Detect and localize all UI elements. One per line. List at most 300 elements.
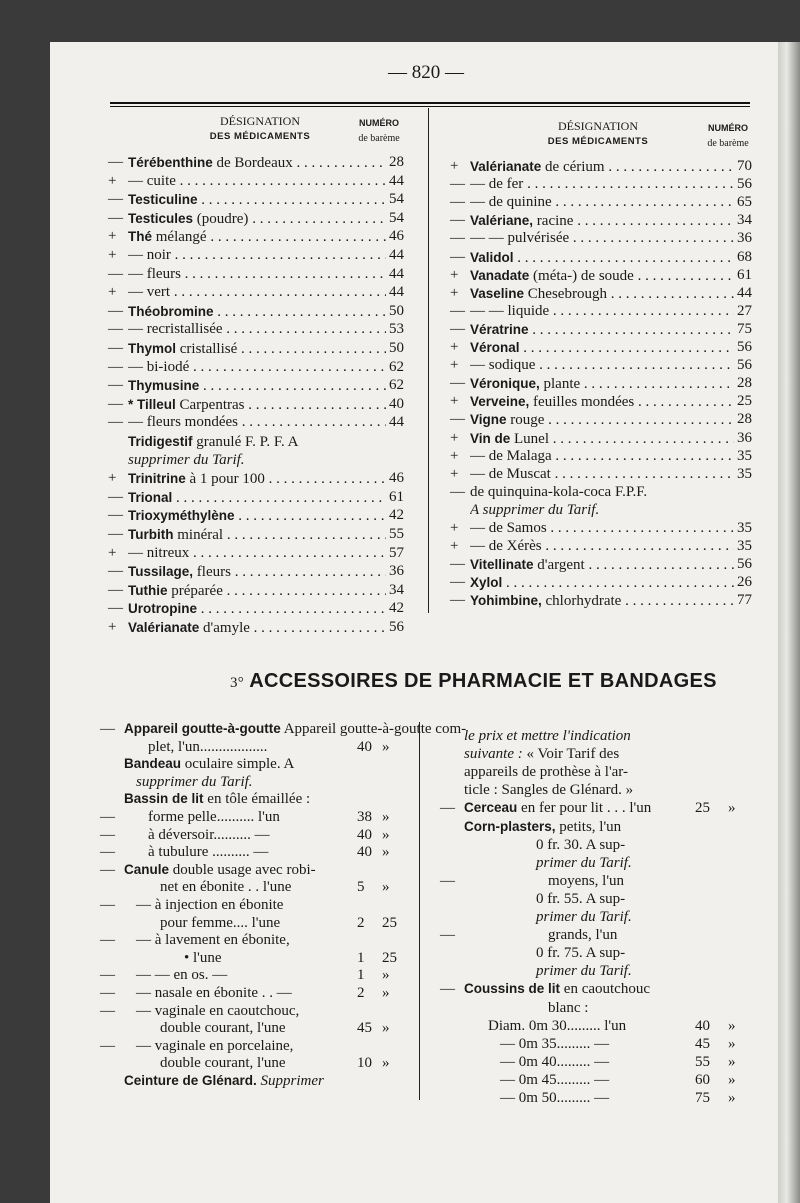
entry-name: Térébenthine	[128, 155, 213, 170]
price-francs: 40	[357, 844, 372, 861]
entry-bareme-number: 35	[734, 465, 752, 484]
entry-marker: +	[108, 544, 117, 561]
medication-entry	[450, 284, 752, 303]
entry-marker: —	[450, 302, 465, 319]
line-text	[160, 1054, 286, 1072]
entry-detail: — cuite	[128, 172, 176, 189]
entry-designation	[128, 246, 404, 265]
entry-detail: — recristallisée	[128, 321, 223, 338]
line-marker: —	[100, 985, 115, 1001]
entry-marker: —	[108, 265, 123, 282]
price-centimes: »	[728, 1035, 736, 1052]
item-text: pour femme.... l'une	[160, 914, 281, 931]
entry-marker: —	[108, 581, 123, 598]
entry-designation	[128, 581, 404, 601]
item-text: 0 fr. 55. A sup-	[536, 890, 626, 907]
header-des-medicaments: DES MÉDICAMENTS	[209, 131, 311, 142]
header-designation: DÉSIGNATION	[220, 114, 300, 128]
entry-name: Thé	[128, 229, 153, 245]
medication-entry	[108, 618, 404, 637]
price-francs: 45	[695, 1035, 710, 1052]
entry-marker: +	[108, 619, 117, 635]
entry-bareme-number: 75	[734, 320, 752, 339]
entry-bareme-number: 62	[386, 376, 404, 395]
entry-detail: mélangé	[152, 229, 207, 246]
item-text: — 0m 50......... —	[500, 1090, 610, 1106]
medication-entry	[108, 190, 404, 209]
entry-designation	[470, 447, 752, 466]
entry-marker: +	[450, 266, 459, 283]
price-francs: 40	[695, 1017, 710, 1034]
page-number: — 820 —	[388, 62, 464, 83]
entry-designation	[470, 573, 752, 593]
entry-designation	[128, 525, 404, 545]
entry-detail: supprimer du Tarif.	[128, 451, 245, 468]
entry-name: Thymusine	[128, 378, 200, 394]
entry-detail: préparée	[167, 582, 223, 599]
entry-bareme-number: 35	[734, 519, 752, 538]
item-name: Corn-plasters,	[464, 818, 556, 834]
item-text: oculaire simple. A	[184, 756, 295, 773]
price-francs: 38	[357, 809, 372, 825]
price-centimes: »	[382, 844, 390, 861]
line-text	[124, 755, 294, 773]
item-text: en fer pour lit . . . l'un	[521, 800, 652, 817]
entry-marker: —	[108, 395, 123, 412]
item-name: Bassin de lit	[124, 791, 204, 807]
medication-entry	[108, 339, 404, 358]
entry-detail: — — pulvérisée	[470, 230, 570, 247]
medication-entry	[450, 302, 752, 321]
entry-detail: — de Xérès	[470, 538, 542, 555]
entry-detail: — de fer	[470, 176, 524, 193]
entry-detail: — noir	[128, 247, 171, 263]
entry-name: Testiculine	[128, 192, 198, 208]
item-text: primer du Tarif.	[536, 909, 632, 925]
line-text	[160, 914, 280, 932]
entry-detail: — nitreux	[128, 544, 190, 561]
section-title-text: ACCESSOIRES DE PHARMACIE ET BANDAGES	[249, 670, 717, 692]
section-title	[230, 670, 717, 693]
medication-entry	[108, 599, 404, 618]
entry-bareme-number: 35	[734, 537, 752, 556]
entry-marker: +	[108, 470, 117, 487]
entry-bareme-number: 44	[386, 283, 404, 302]
entry-designation	[470, 410, 752, 430]
price-centimes: »	[382, 1055, 390, 1072]
price-francs: 10	[357, 1055, 372, 1072]
entry-marker: +	[450, 447, 459, 464]
price-centimes: »	[382, 985, 390, 1001]
medication-entry	[108, 265, 404, 284]
entry-name: * Tilleul	[128, 396, 176, 412]
entry-name: Tridigestif	[128, 434, 193, 449]
entry-name: Véronique,	[470, 376, 540, 392]
medication-entry	[450, 429, 752, 448]
entry-designation	[470, 392, 752, 412]
price-francs: 1	[357, 949, 365, 966]
item-text: petits, l'un	[559, 818, 622, 835]
entry-name: Vanadate	[470, 267, 530, 283]
item-text: — 0m 35......... —	[500, 1035, 610, 1052]
item-text: double courant, l'une	[160, 1020, 286, 1037]
entry-name: Thymol	[128, 341, 177, 356]
entry-detail: Carpentras	[175, 396, 245, 413]
entry-bareme-number: 54	[386, 190, 404, 209]
entry-designation	[470, 483, 752, 502]
entry-detail: d'amyle	[199, 620, 250, 636]
entry-bareme-number: 56	[734, 338, 752, 357]
entry-bareme-number: 70	[734, 157, 752, 176]
entry-marker: +	[450, 357, 459, 374]
entry-bareme-number: 26	[734, 573, 752, 592]
medication-entry	[450, 465, 752, 484]
line-text	[464, 818, 621, 836]
line-marker: —	[100, 861, 115, 878]
entry-detail: A supprimer du Tarif.	[470, 501, 600, 518]
line-text	[488, 1017, 626, 1035]
entry-marker: —	[450, 248, 465, 265]
entry-bareme-number: 35	[734, 447, 752, 466]
entry-designation	[128, 469, 404, 489]
line-text	[536, 962, 632, 980]
medication-entry	[450, 410, 752, 429]
line-text	[124, 790, 310, 808]
column-divider-top	[428, 108, 429, 613]
entry-marker: —	[450, 212, 465, 229]
line-text	[500, 1035, 609, 1053]
entry-designation	[470, 429, 752, 449]
medication-entry	[450, 392, 752, 411]
entry-name: Trinitrine	[128, 471, 186, 487]
medication-entry	[108, 413, 404, 432]
item-text: — nasale en ébonite . . —	[136, 985, 292, 1001]
entry-marker: +	[450, 520, 459, 536]
price-francs: 60	[695, 1071, 710, 1088]
item-text: Diam. 0m 30......... l'un	[488, 1017, 627, 1034]
entry-marker: +	[450, 538, 459, 555]
entry-detail: (méta-) de soude	[529, 267, 634, 284]
line-text	[536, 944, 625, 962]
medication-entry	[450, 211, 752, 230]
price-francs: 1	[357, 967, 365, 984]
item-text: plet, l'un..................	[148, 738, 268, 755]
entry-name: Xylol	[470, 575, 503, 591]
line-text	[136, 984, 292, 1002]
entry-designation	[470, 465, 752, 484]
line-text	[148, 808, 280, 826]
line-text	[500, 1053, 609, 1071]
price-francs: 40	[357, 738, 372, 755]
entry-designation	[470, 266, 752, 286]
medication-entry	[450, 356, 752, 375]
entry-bareme-number: 42	[386, 506, 404, 525]
line-marker: —	[440, 800, 455, 817]
entry-detail: granulé F. P. F. A	[192, 434, 299, 450]
entry-bareme-number: 62	[386, 358, 404, 377]
line-text	[536, 890, 625, 908]
item-text: le prix et mettre l'indication	[464, 728, 631, 744]
medication-entry	[108, 358, 404, 377]
line-marker: —	[100, 721, 115, 737]
item-text: ticle : Sangles de Glénard. »	[464, 782, 634, 799]
medication-entry	[450, 519, 752, 538]
medication-entry	[450, 193, 752, 212]
entry-designation	[128, 358, 404, 377]
line-marker: —	[100, 1002, 115, 1019]
entry-marker: —	[450, 230, 465, 247]
entry-bareme-number: 34	[734, 211, 752, 230]
entry-detail: — de Malaga	[470, 447, 552, 464]
entry-designation	[128, 599, 404, 619]
item-text: primer du Tarif.	[536, 854, 632, 871]
section-ordinal: 3°	[230, 675, 245, 691]
entry-bareme-number: 36	[386, 562, 404, 581]
column-divider-bottom	[419, 722, 420, 1100]
entry-name: Yohimbine,	[470, 593, 542, 609]
entry-name: Vaseline	[470, 285, 525, 301]
entry-marker: +	[450, 465, 459, 482]
entry-bareme-number: 36	[734, 229, 752, 248]
medication-entry	[108, 246, 404, 265]
line-text	[136, 931, 290, 949]
item-name: Appareil goutte-à-goutte	[124, 721, 281, 736]
entry-bareme-number: 68	[734, 248, 752, 267]
entry-designation	[470, 374, 752, 394]
line-text	[124, 720, 466, 738]
medication-entry	[108, 227, 404, 246]
entry-marker: —	[450, 320, 465, 337]
entry-detail: — sodique	[470, 357, 536, 374]
entry-marker: —	[108, 358, 123, 375]
item-text-rest: « Voir Tarif des	[522, 746, 620, 763]
medication-entry	[108, 153, 404, 172]
item-text: 0 fr. 30. A sup-	[536, 836, 626, 853]
entry-detail: minéral	[173, 527, 224, 543]
top-rule	[110, 102, 750, 104]
price-centimes: »	[728, 1017, 736, 1034]
item-text: • l'une	[184, 949, 222, 966]
medication-entry	[450, 248, 752, 267]
entry-name: Vin de	[470, 430, 511, 446]
medication-entry	[108, 395, 404, 414]
entry-designation	[470, 302, 752, 321]
entry-marker: +	[108, 284, 117, 301]
item-text: moyens, l'un	[548, 872, 625, 889]
entry-name: Trional	[128, 489, 173, 505]
entry-bareme-number: 44	[386, 265, 404, 284]
entry-designation	[128, 544, 404, 563]
line-text	[464, 727, 631, 745]
medication-entry	[450, 175, 752, 194]
item-text: 0 fr. 75. A sup-	[536, 945, 626, 962]
entry-marker: —	[108, 563, 123, 580]
entry-name: Tussilage,	[128, 564, 194, 580]
entry-designation	[470, 519, 752, 538]
entry-name: Tuthie	[128, 582, 168, 598]
entry-designation	[470, 284, 752, 304]
entry-detail: — de quinine	[470, 194, 552, 211]
line-text	[148, 843, 268, 861]
entry-designation	[470, 320, 752, 340]
entry-name: Valérianate	[470, 159, 542, 174]
entry-bareme-number: 44	[386, 172, 404, 191]
price-centimes: »	[728, 1071, 736, 1088]
entry-detail: chlorhydrate	[541, 593, 622, 610]
entry-marker: +	[450, 284, 459, 301]
entry-detail: à 1 pour 100	[185, 471, 265, 488]
medication-entry	[450, 537, 752, 556]
header-numero: NUMÉRO	[708, 123, 748, 133]
left-header-numero	[354, 116, 404, 146]
line-text	[124, 1072, 324, 1090]
medication-entry	[450, 501, 752, 520]
item-text: Appareil goutte-à-goutte com-	[283, 721, 467, 737]
line-text	[536, 836, 625, 854]
price-centimes: »	[382, 809, 390, 825]
item-text: blanc :	[548, 999, 589, 1016]
entry-bareme-number: 28	[734, 410, 752, 429]
price-francs: 5	[357, 879, 365, 896]
entry-detail: — fleurs	[128, 265, 181, 282]
line-text	[548, 999, 588, 1017]
entry-bareme-number: 57	[386, 544, 404, 563]
item-text: net en ébonite . . l'une	[160, 879, 292, 896]
entry-detail: plante	[539, 376, 581, 393]
entry-marker: +	[108, 247, 117, 263]
medication-entry	[450, 483, 752, 502]
entry-designation	[470, 157, 752, 177]
medication-entry	[450, 447, 752, 466]
entry-marker: —	[108, 414, 123, 431]
item-name: Coussins de lit	[464, 981, 561, 997]
medication-entry	[108, 506, 404, 525]
entry-marker: +	[108, 228, 117, 245]
entry-detail: de quinquina-kola-coca F.P.F.	[470, 483, 648, 500]
medication-entry	[108, 469, 404, 488]
entry-detail: — — liquide	[470, 302, 550, 319]
entry-bareme-number: 42	[386, 599, 404, 618]
entry-bareme-number: 28	[734, 374, 752, 393]
entry-designation	[128, 451, 404, 470]
entry-name: Vératrine	[470, 321, 529, 337]
entry-designation	[128, 506, 404, 526]
medication-entry	[450, 157, 752, 176]
entry-name: Trioxyméthylène	[128, 508, 235, 524]
entry-name: Véronal	[470, 340, 520, 355]
line-text	[136, 966, 227, 984]
line-text	[124, 861, 316, 879]
entry-bareme-number: 44	[386, 246, 404, 265]
line-marker: —	[100, 1037, 115, 1054]
entry-bareme-number: 44	[734, 284, 752, 303]
item-text: — vaginale en caoutchouc,	[136, 1002, 300, 1019]
line-text	[160, 878, 291, 896]
header-de-bareme: de barème	[358, 133, 400, 144]
entry-marker: —	[450, 375, 465, 392]
item-name: Canule	[124, 861, 170, 877]
line-marker: —	[440, 927, 455, 944]
item-text: à tubulure .......... —	[148, 844, 269, 861]
entry-marker: —	[108, 600, 123, 617]
entry-detail: racine	[533, 213, 574, 230]
entry-name: Validol	[470, 249, 514, 265]
item-text: double usage avec robi-	[172, 861, 316, 878]
medication-entry	[450, 320, 752, 339]
entry-bareme-number: 40	[386, 395, 404, 414]
right-header-numero	[703, 121, 753, 151]
item-text: forme pelle.......... l'un	[148, 809, 280, 825]
medication-entry	[450, 229, 752, 248]
line-text	[464, 763, 628, 781]
entry-designation	[470, 229, 752, 248]
line-marker: —	[100, 932, 115, 949]
line-text	[536, 854, 632, 872]
entry-designation	[128, 488, 404, 508]
entry-bareme-number: 50	[386, 339, 404, 358]
entry-bareme-number: 54	[386, 209, 404, 228]
top-rule-thin	[110, 106, 750, 107]
entry-name: Valérianate	[128, 620, 200, 635]
entry-designation	[128, 227, 404, 247]
entry-bareme-number: 56	[734, 356, 752, 375]
entry-marker: —	[108, 488, 123, 505]
medication-entry	[450, 555, 752, 574]
item-text: — 0m 40......... —	[500, 1053, 610, 1070]
price-centimes: »	[382, 826, 390, 843]
medication-entry	[108, 320, 404, 339]
entry-detail: Lunel	[510, 430, 550, 447]
entry-bareme-number: 56	[734, 175, 752, 194]
entry-detail: rouge	[506, 412, 545, 429]
medication-entry	[108, 302, 404, 321]
price-centimes: »	[382, 879, 390, 896]
entry-marker: —	[108, 191, 123, 208]
header-designation: DÉSIGNATION	[558, 119, 638, 133]
line-text	[136, 896, 283, 914]
header-des-medicaments: DES MÉDICAMENTS	[547, 136, 649, 147]
line-marker: —	[100, 897, 115, 913]
line-text	[464, 980, 650, 998]
entry-marker: —	[108, 321, 123, 338]
entry-designation	[128, 376, 404, 396]
entry-designation	[128, 432, 404, 452]
item-text: double courant, l'une	[160, 1055, 286, 1072]
entry-name: Turbith	[128, 527, 174, 542]
entry-detail: de Bordeaux	[212, 155, 293, 171]
entry-designation	[128, 283, 404, 302]
entry-marker: —	[450, 194, 465, 211]
entry-designation	[470, 175, 752, 194]
right-header-designation	[528, 119, 668, 149]
entry-designation	[470, 501, 752, 520]
entry-detail: — fleurs mondées	[128, 414, 238, 431]
price-francs: 45	[357, 1020, 372, 1037]
line-text	[548, 872, 624, 890]
entry-detail: (poudre)	[193, 210, 249, 227]
medication-entry	[450, 573, 752, 592]
medication-entry	[108, 451, 404, 470]
entry-designation	[470, 338, 752, 358]
header-de-bareme: de barème	[707, 138, 749, 149]
price-centimes: »	[382, 967, 390, 984]
entry-bareme-number: 46	[386, 469, 404, 488]
line-marker: —	[100, 809, 115, 825]
item-name: Bandeau	[124, 756, 182, 772]
entry-designation	[128, 209, 404, 229]
item-text: — à injection en ébonite	[136, 897, 284, 913]
entry-bareme-number: 50	[386, 302, 404, 321]
